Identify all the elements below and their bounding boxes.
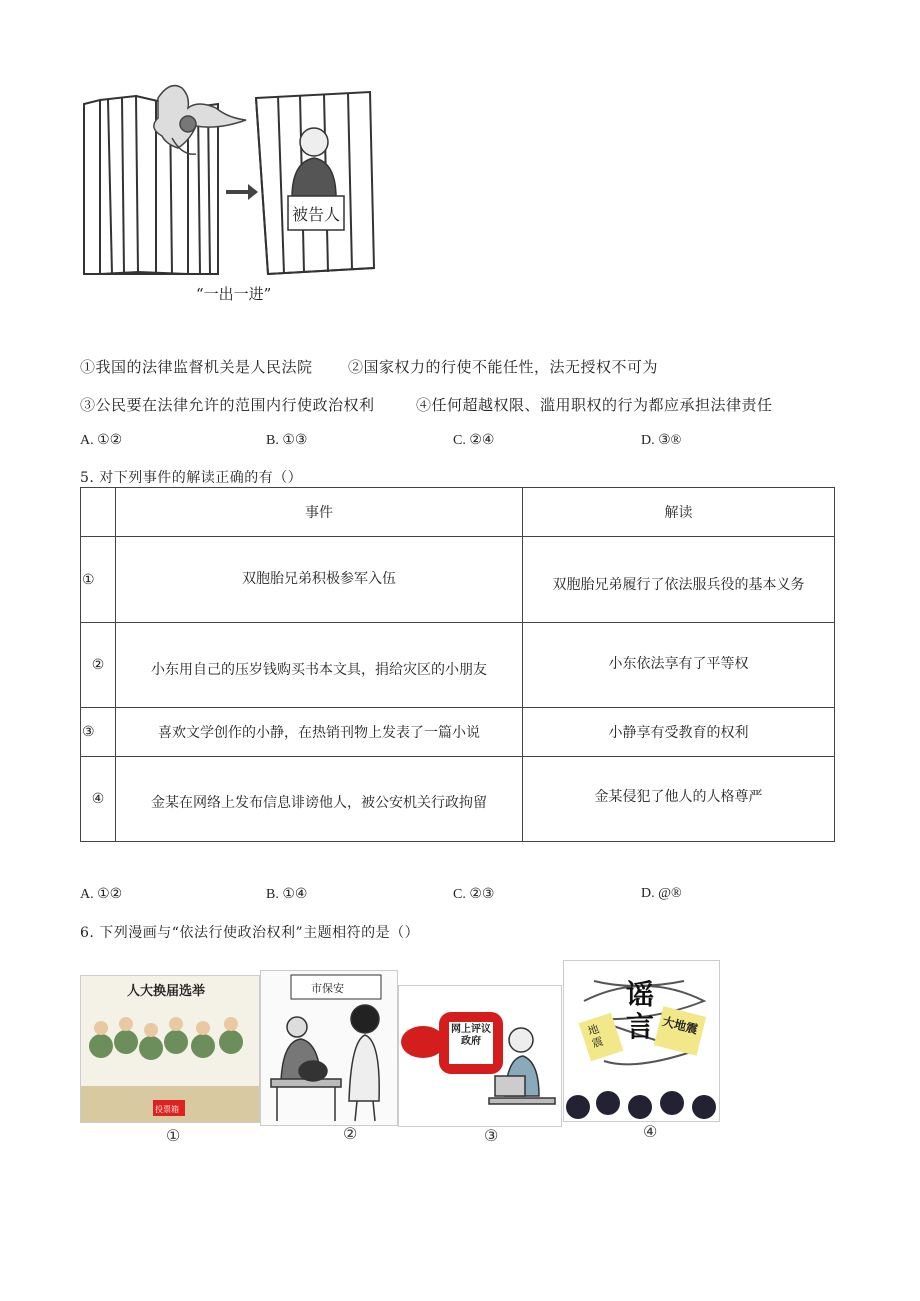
ballot-box-label: 投票箱 bbox=[155, 1105, 179, 1114]
question-5-stem: 5. 对下列事件的解读正确的有（） bbox=[80, 470, 303, 486]
panel-2-number: ② bbox=[343, 1124, 358, 1143]
row-event: 双胞胎兄弟积极参军入伍 bbox=[116, 537, 523, 623]
q5-option-c[interactable]: C. ②③ bbox=[453, 887, 495, 902]
q4-option-a[interactable]: A. ①② bbox=[80, 433, 123, 448]
rumor-tag-big-earthquake: 大地震 bbox=[660, 1014, 700, 1037]
statement-2: ②国家权力的行使不能任性，法无授权不可为 bbox=[348, 358, 659, 376]
statement-3: ③公民要在法律允许的范围内行使政治权利 bbox=[80, 396, 375, 414]
table-row bbox=[81, 537, 835, 623]
security-sign-text: 市保安 bbox=[311, 982, 344, 995]
online-review-cartoon bbox=[399, 986, 561, 1126]
q5-option-d[interactable]: D. @® bbox=[641, 886, 682, 901]
header-event: 事件 bbox=[116, 488, 523, 537]
row-reading: 双胞胎兄弟履行了依法服兵役的基本义务 bbox=[523, 537, 835, 623]
online-review-sign: 网上评议政府 bbox=[451, 1024, 491, 1047]
question-6-stem: 6. 下列漫画与“依法行使政治权利”主题相符的是（） bbox=[80, 925, 420, 941]
row-reading: 金某侵犯了他人的人格尊严 bbox=[523, 757, 835, 842]
statement-4: ④任何超越权限、滥用职权的行为都应承担法律责任 bbox=[416, 396, 773, 414]
panel-1-number: ① bbox=[166, 1126, 181, 1145]
row-event: 金某在网络上发布信息诽谤他人，被公安机关行政拘留 bbox=[116, 757, 523, 842]
cartoon-drawing bbox=[78, 78, 378, 278]
table-row bbox=[81, 623, 835, 708]
row-num: ① bbox=[81, 537, 116, 623]
comic-panel-3 bbox=[398, 985, 562, 1127]
rumor-big-text: 谣言 bbox=[626, 978, 655, 1043]
row-num: ③ bbox=[81, 708, 116, 757]
q4-option-d[interactable]: D. ③® bbox=[641, 433, 682, 448]
rumor-tag-earthquake: 地震 bbox=[586, 1022, 605, 1051]
statement-1: ①我国的法律监督机关是人民法院 bbox=[80, 358, 313, 376]
table-row bbox=[81, 757, 835, 842]
table-header-row bbox=[81, 488, 835, 537]
q4-option-c[interactable]: C. ②④ bbox=[453, 433, 495, 448]
cartoon-caption: “一出一进” bbox=[196, 285, 272, 303]
comic-panel-4 bbox=[563, 960, 720, 1122]
table-row bbox=[81, 708, 835, 757]
row-event: 小东用自己的压岁钱购买书本文具，捐给灾区的小朋友 bbox=[116, 623, 523, 708]
row-num: ② bbox=[81, 623, 116, 708]
election-title: 人大换届选举 bbox=[127, 984, 206, 999]
header-num bbox=[81, 488, 116, 537]
row-num: ④ bbox=[81, 757, 116, 842]
row-reading: 小静享有受教育的权利 bbox=[523, 708, 835, 757]
q4-option-b[interactable]: B. ①③ bbox=[266, 433, 308, 448]
comic-panel-1 bbox=[80, 975, 260, 1123]
events-table bbox=[80, 487, 835, 842]
panel-4-number: ④ bbox=[643, 1122, 658, 1141]
q5-option-b[interactable]: B. ①④ bbox=[266, 887, 308, 902]
header-reading: 解读 bbox=[523, 488, 835, 537]
q5-option-a[interactable]: A. ①② bbox=[80, 887, 123, 902]
row-reading: 小东依法享有了平等权 bbox=[523, 623, 835, 708]
defendant-sign-text: 被告人 bbox=[291, 205, 341, 224]
cartoon-one-out-one-in bbox=[78, 78, 378, 278]
row-event: 喜欢文学创作的小静，在热销刊物上发表了一篇小说 bbox=[116, 708, 523, 757]
comic-panel-2 bbox=[260, 970, 398, 1126]
panel-3-number: ③ bbox=[484, 1126, 499, 1145]
